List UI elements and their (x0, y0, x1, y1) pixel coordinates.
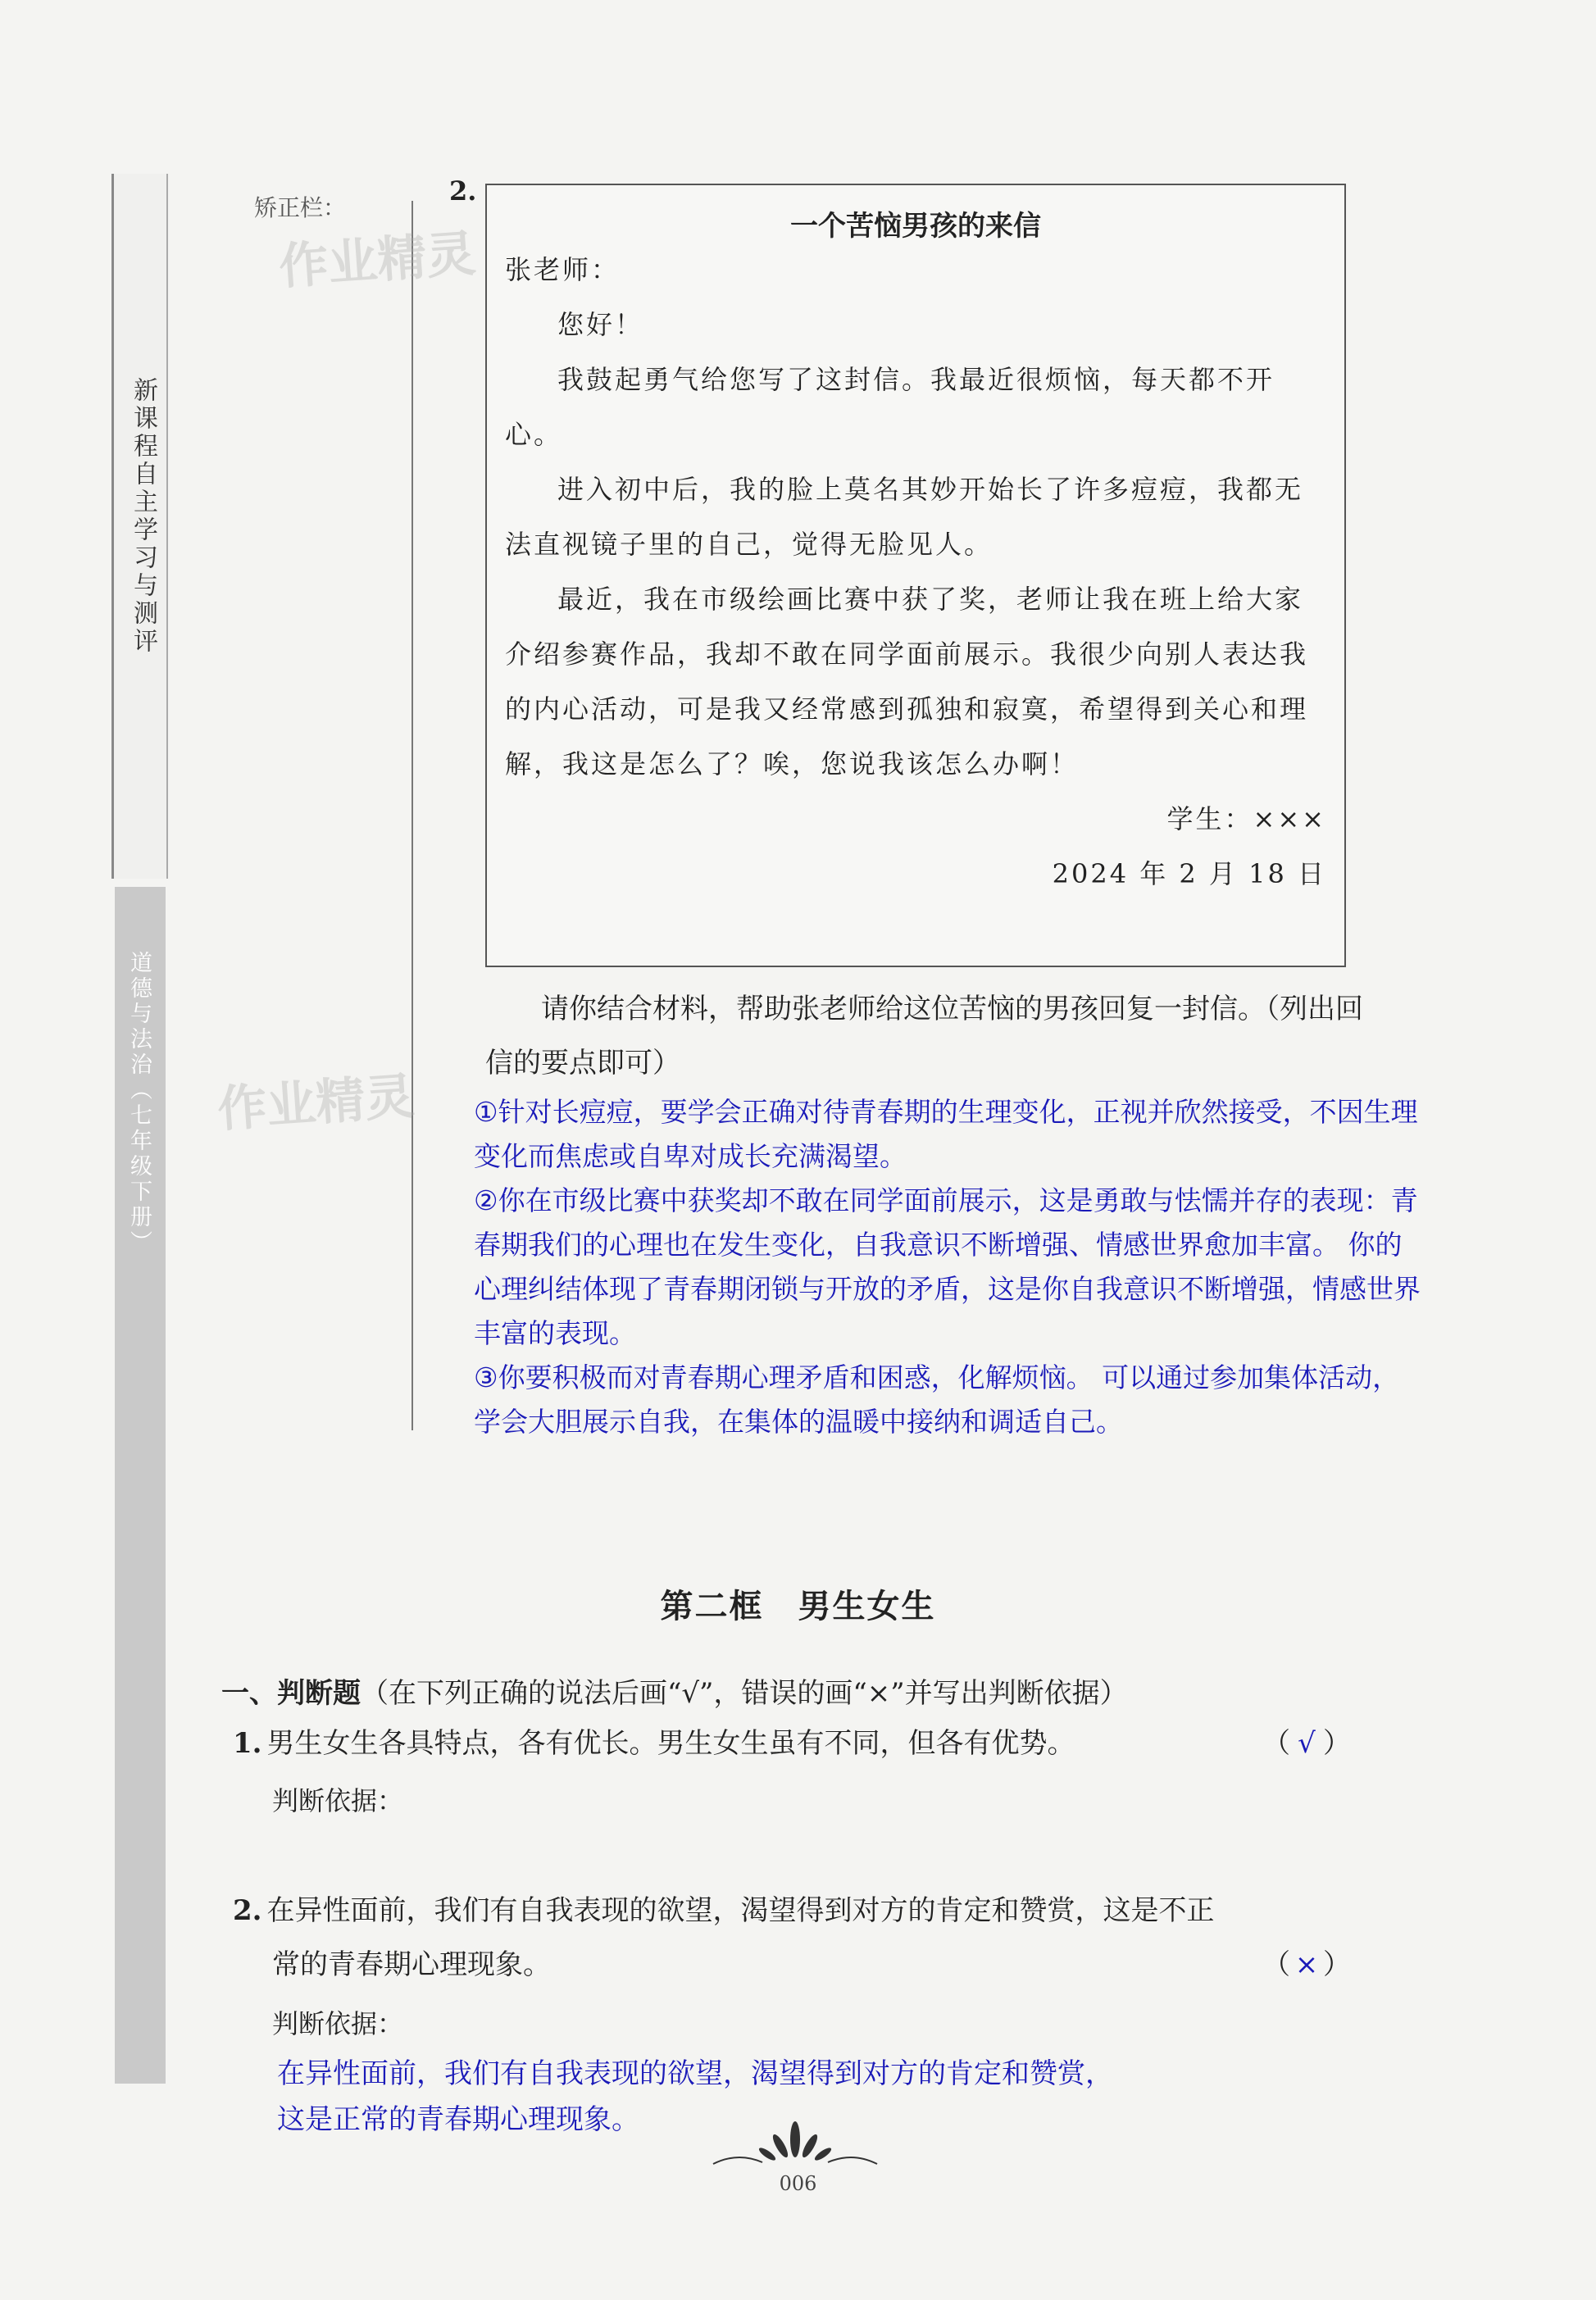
letter-title: 一个苦恼男孩的来信 (790, 210, 1041, 243)
watermark: 作业精灵 (216, 1067, 416, 1139)
basis-label: 判断依据： (272, 2008, 404, 2039)
item-number: 2. (233, 1894, 262, 1927)
item-number: 1. (233, 1727, 262, 1760)
correction-label: 矫正栏： (254, 194, 347, 221)
page-ornament-icon (705, 2115, 885, 2172)
letter-body (505, 243, 1326, 902)
item-text: 在异性面前，我们有自我表现的欲望，渴望得到对方的肯定和赞赏，这是不正 (266, 1894, 1215, 1927)
judgement-item (233, 1716, 1380, 1770)
answer-paren: （ × ） (1262, 1938, 1351, 1992)
item-mark: √ (1298, 1727, 1316, 1760)
book-title: 道德与法治（七年级下册） (126, 951, 152, 1256)
question-number: 2. (449, 175, 477, 207)
answer-line: 在异性面前，我们有自我表现的欲望，渴望得到对方的肯定和赞赏， (277, 2057, 1113, 2090)
letter-box (485, 184, 1346, 967)
handwritten-answer (474, 1090, 1425, 1444)
item-text: 男生女生各具特点，各有优长。男生女生虽有不同，但各有优势。 (266, 1727, 1075, 1760)
part-instruction: （在下列正确的说法后画“√”，错误的画“×”并写出判断依据） (361, 1677, 1128, 1710)
item-text-continued: 常的青春期心理现象。 (272, 1948, 551, 1981)
judgement-item (233, 1884, 1397, 1938)
page-number: 006 (779, 2172, 817, 2195)
letter-signature: 学生：××× (1166, 803, 1326, 834)
letter-paragraph: 最近，我在市级绘画比赛中获了奖，老师让我在班上给大家介绍参赛作品，我却不敢在同学面前展示。我很少向别人表达我的内心活动，可是我又经常感到孤独和寂寞，希望得到关心和理解，我这是怎么了？唉，您说我该怎么办啊！ (505, 584, 1309, 780)
handwritten-answer (277, 2051, 1113, 2143)
letter-paragraph: 我鼓起勇气给您写了这封信。我最近很烦恼，每天都不开心。 (505, 364, 1275, 450)
series-title: 新课程自主学习与测评 (129, 377, 157, 656)
part-title (221, 1670, 1128, 1711)
answer-paren: （ √ ） (1262, 1716, 1351, 1770)
part-label: 一、判断题 (221, 1677, 361, 1710)
watermark: 作业精灵 (277, 225, 478, 297)
item-mark: × (1294, 1948, 1319, 1981)
letter-paragraph: 进入初中后，我的脸上莫名其妙开始长了许多痘痘，我都无法直视镜子里的自己，觉得无脸见人。 (505, 474, 1304, 560)
question-prompt: 请你结合材料，帮助张老师给这位苦恼的男孩回复一封信。（列出回信的要点即可） (485, 993, 1363, 1080)
correction-divider (412, 201, 413, 1430)
answer-point: ②你在市级比赛中获奖却不敢在同学面前展示，这是勇敢与怯懦并存的表现：青春期我们的心理也在发生变化，自我意识不断增强、情感世界愈加丰富。 你的心理纠结体现了青春期闭锁与开放的矛盾，这是你自我意识不断增强，情感世界丰富的表现。 (474, 1184, 1421, 1349)
letter-greeting: 您好！ (557, 309, 644, 340)
answer-point: ①针对长痘痘，要学会正确对待青春期的生理变化，正视并欣然接受，不因生理变化而焦虑或自卑对成长充满渴望。 (474, 1096, 1418, 1172)
letter-date: 2024 年 2 月 18 日 (1052, 858, 1326, 889)
basis-label: 判断依据： (272, 1785, 404, 1816)
letter-salutation: 张老师： (505, 254, 621, 285)
answer-line: 这是正常的青春期心理现象。 (277, 2103, 639, 2136)
section-title: 第二框 男生女生 (660, 1588, 936, 1625)
answer-point: ③你要积极而对青春期心理矛盾和困惑，化解烦恼。 可以通过参加集体活动，学会大胆展示自我，在集体的温暖中接纳和调适自己。 (474, 1361, 1400, 1438)
